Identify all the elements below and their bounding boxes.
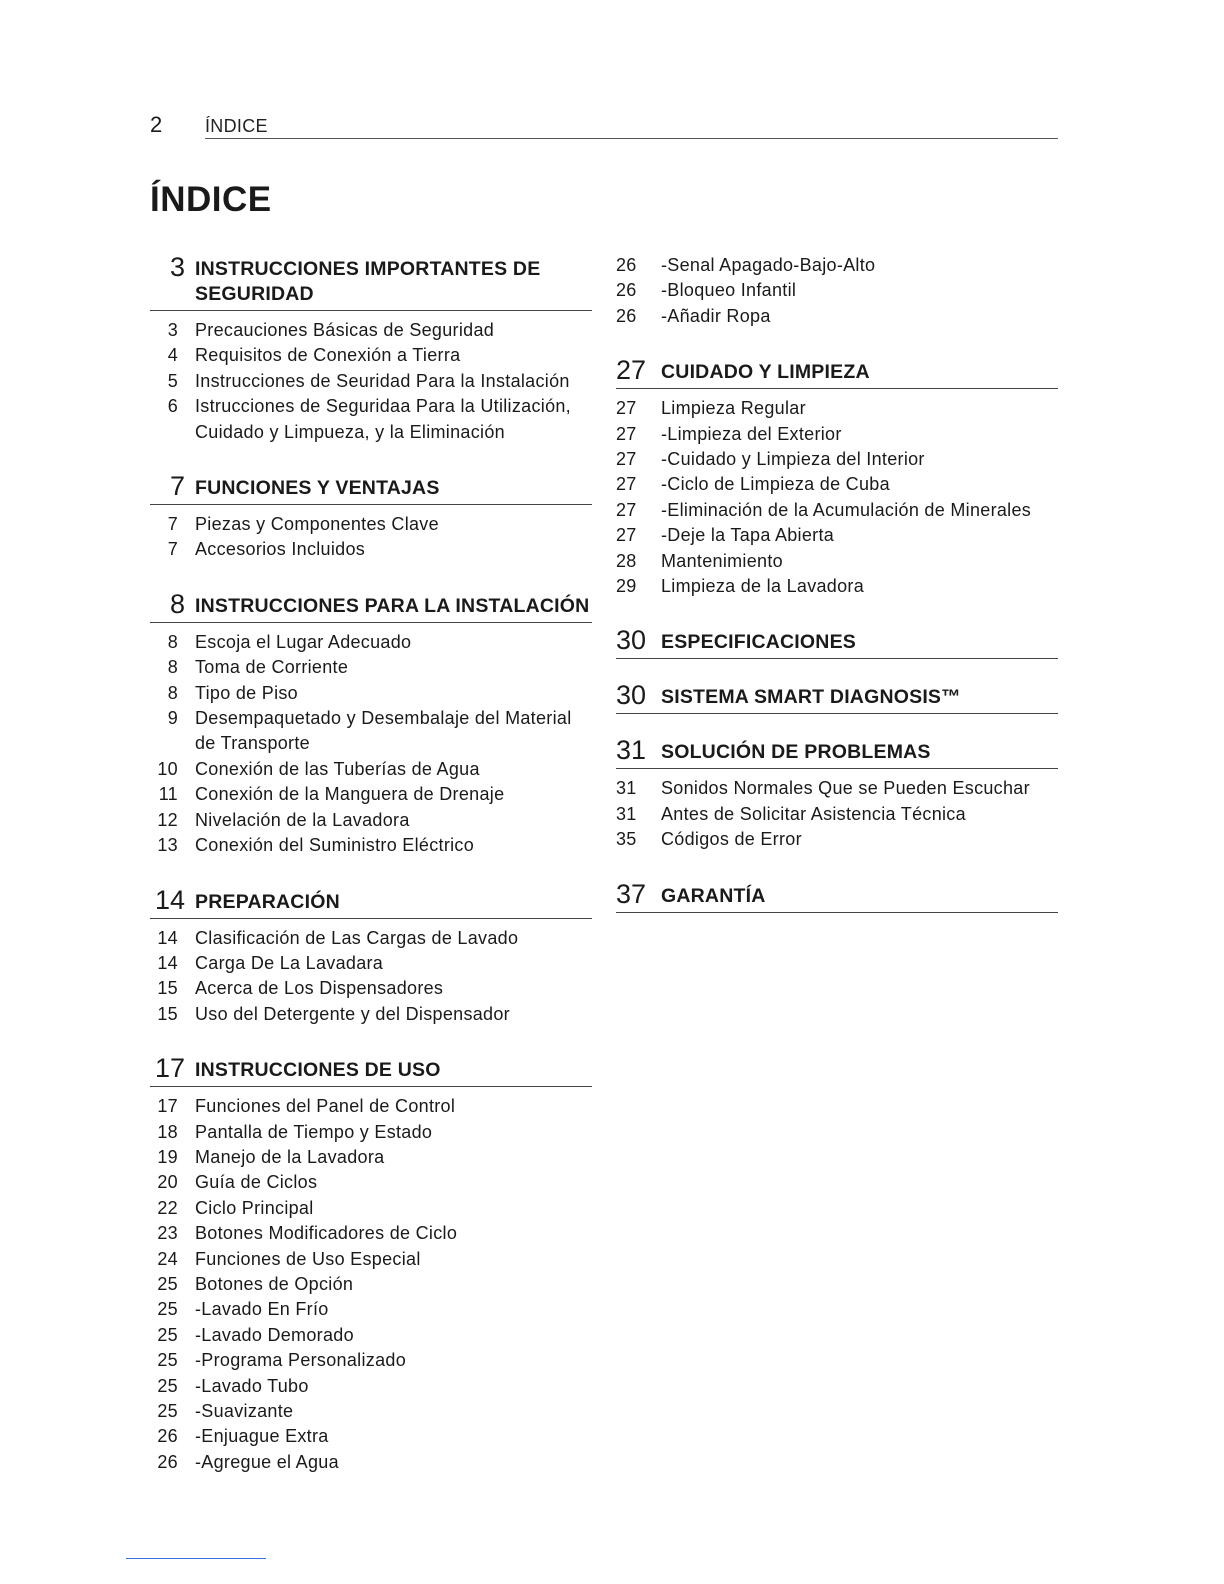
toc-entry-page: 31 bbox=[616, 778, 637, 799]
toc-entry-label: Nivelación de la Lavadora bbox=[195, 809, 410, 830]
toc-section-sistema-smart-diagnosis bbox=[616, 681, 1058, 714]
toc-continuation bbox=[616, 253, 1058, 329]
toc-entry[interactable] bbox=[150, 782, 592, 807]
toc-entry[interactable] bbox=[150, 1094, 592, 1119]
toc-section-especificaciones bbox=[616, 626, 1058, 659]
page-number: 2 bbox=[150, 112, 163, 137]
toc-entry-page: 15 bbox=[157, 978, 178, 999]
running-header-title: ÍNDICE bbox=[205, 116, 268, 136]
toc-entry-label: Escoja el Lugar Adecuado bbox=[195, 631, 412, 652]
toc-entry-page: 14 bbox=[157, 952, 178, 973]
toc-entry[interactable] bbox=[616, 523, 1058, 548]
toc-entry-label: Requisitos de Conexión a Tierra bbox=[195, 345, 461, 366]
toc-entry-page: 27 bbox=[616, 449, 637, 470]
toc-entry-page: 26 bbox=[616, 280, 637, 301]
toc-section-heading[interactable] bbox=[616, 880, 1058, 913]
toc-section-heading[interactable] bbox=[616, 681, 1058, 714]
toc-entry-label: Conexión del Suministro Eléctrico bbox=[195, 835, 475, 856]
toc-entry-label: Limpieza Regular bbox=[661, 398, 806, 419]
toc-entry-page: 27 bbox=[616, 398, 637, 419]
toc-section-heading[interactable] bbox=[616, 736, 1058, 769]
section-page-number: 30 bbox=[616, 625, 647, 656]
toc-entry-label: Limpieza de la Lavadora bbox=[661, 576, 865, 597]
toc-entry[interactable] bbox=[616, 802, 1058, 827]
toc-entry-label: Instrucciones de Seuridad Para la Instalación bbox=[195, 370, 570, 391]
toc-section-heading[interactable] bbox=[150, 1054, 592, 1087]
toc-entry-page: 27 bbox=[616, 525, 637, 546]
toc-entry[interactable] bbox=[150, 1221, 592, 1246]
toc-entry-label: -Bloqueo Infantil bbox=[661, 280, 797, 301]
toc-entry[interactable] bbox=[150, 1297, 592, 1322]
toc-entry-page: 29 bbox=[616, 576, 637, 597]
section-page-number: 8 bbox=[169, 588, 185, 619]
toc-entry-label: Conexión de la Manguera de Drenaje bbox=[195, 784, 505, 805]
toc-entry-page: 26 bbox=[616, 255, 637, 275]
toc-entry[interactable] bbox=[616, 396, 1058, 421]
section-page-number: 30 bbox=[616, 680, 647, 711]
section-title: SISTEMA SMART DIAGNOSIS™ bbox=[661, 686, 961, 709]
toc-entry-label: -Suavizante bbox=[195, 1401, 294, 1421]
toc-entry-label: Acerca de Los Dispensadores bbox=[195, 978, 444, 999]
toc-section-solucion-de-problemas bbox=[616, 736, 1058, 852]
toc-entry[interactable] bbox=[616, 549, 1058, 574]
toc-entry-page: 8 bbox=[167, 682, 178, 703]
toc-entry-label: Botones de Opción bbox=[195, 1273, 354, 1294]
toc-entry[interactable] bbox=[150, 1323, 592, 1348]
toc-entry[interactable] bbox=[150, 1450, 592, 1475]
toc-section-garantia bbox=[616, 880, 1058, 913]
toc-entry-label: Toma de Corriente bbox=[195, 657, 349, 678]
toc-entry[interactable] bbox=[616, 498, 1058, 523]
toc-section-instrucciones-importantes-de-seguridad bbox=[150, 253, 592, 445]
toc-entry[interactable] bbox=[150, 976, 592, 1001]
toc-entry-label: Mantenimiento bbox=[661, 550, 783, 571]
toc-entry-label: Códigos de Error bbox=[661, 829, 802, 850]
toc-section-funciones-y-ventajas bbox=[150, 472, 592, 563]
toc-entry-page: 25 bbox=[157, 1350, 178, 1371]
toc-entry[interactable] bbox=[150, 512, 592, 537]
toc-entry-label: -Lavado Demorado bbox=[195, 1324, 354, 1345]
toc-entry-label: Carga De La Lavadara bbox=[195, 952, 384, 973]
toc-entry[interactable] bbox=[150, 951, 592, 976]
toc-entry-page: 8 bbox=[167, 657, 178, 678]
toc-entry[interactable] bbox=[150, 655, 592, 680]
toc-entry[interactable] bbox=[150, 833, 592, 858]
toc-entry-page: 10 bbox=[157, 758, 178, 779]
toc-entry[interactable] bbox=[616, 776, 1058, 801]
toc-entry[interactable] bbox=[150, 1170, 592, 1195]
toc-entry-label: Desempaquetado y Desembalaje del Material de Transporte bbox=[195, 708, 572, 754]
toc-entry-label: -Lavado En Frío bbox=[195, 1299, 329, 1320]
toc-entry-page: 25 bbox=[157, 1401, 178, 1421]
toc-entry-page: 26 bbox=[616, 305, 637, 326]
toc-entry[interactable] bbox=[616, 253, 1058, 278]
toc-entry-page: 26 bbox=[157, 1451, 178, 1472]
toc-entry-page: 22 bbox=[157, 1197, 178, 1218]
toc-entry-page: 20 bbox=[157, 1172, 178, 1193]
footer-link-line bbox=[126, 1558, 266, 1559]
section-title: SOLUCIÓN DE PROBLEMAS bbox=[661, 741, 931, 764]
section-page-number: 37 bbox=[616, 878, 647, 909]
toc-entry-label: Funciones de Uso Especial bbox=[195, 1248, 421, 1269]
section-title: INSTRUCCIONES IMPORTANTES DE SEGURIDAD bbox=[195, 258, 541, 305]
toc-entry-page: 12 bbox=[157, 809, 178, 830]
toc-entry-label: -Deje la Tapa Abierta bbox=[661, 525, 835, 546]
toc-entry-label: Uso del Detergente y del Dispensador bbox=[195, 1003, 510, 1024]
toc-entry-page: 5 bbox=[167, 370, 178, 391]
toc-entry[interactable] bbox=[150, 757, 592, 782]
toc-entry-label: -Senal Apagado-Bajo-Alto bbox=[661, 255, 876, 275]
toc-section-heading[interactable] bbox=[150, 472, 592, 505]
toc-entry[interactable] bbox=[150, 1424, 592, 1449]
toc-entry[interactable] bbox=[616, 447, 1058, 472]
toc-entry-label: Accesorios Incluidos bbox=[195, 539, 366, 560]
toc-entry[interactable] bbox=[150, 1272, 592, 1297]
toc-entry-page: 13 bbox=[157, 835, 178, 856]
toc-entry-label: Botones Modificadores de Ciclo bbox=[195, 1223, 458, 1244]
toc-entry-label: -Lavado Tubo bbox=[195, 1375, 309, 1396]
toc-entry-page: 26 bbox=[157, 1426, 178, 1447]
toc-entry[interactable] bbox=[150, 1399, 592, 1424]
toc-section-heading[interactable] bbox=[150, 590, 592, 623]
toc-entry-label: Manejo de la Lavadora bbox=[195, 1146, 385, 1167]
section-page-number: 7 bbox=[169, 471, 185, 502]
toc-entry-label: Tipo de Piso bbox=[195, 682, 298, 703]
toc-entry-label: Piezas y Componentes Clave bbox=[195, 514, 439, 535]
toc-entry[interactable] bbox=[150, 369, 592, 394]
toc-entry-page: 28 bbox=[616, 550, 637, 571]
toc-section-heading[interactable] bbox=[150, 253, 592, 311]
toc-entry[interactable] bbox=[150, 926, 592, 951]
toc-entry-page: 17 bbox=[157, 1096, 178, 1117]
toc-entry-page: 7 bbox=[167, 539, 178, 560]
toc-entry-page: 31 bbox=[616, 803, 637, 824]
toc-entry-page: 19 bbox=[157, 1146, 178, 1167]
toc-entry-label: -Limpieza del Exterior bbox=[661, 423, 842, 444]
toc-entry-label: Antes de Solicitar Asistencia Técnica bbox=[661, 803, 966, 824]
toc-entry[interactable] bbox=[150, 1120, 592, 1145]
toc-entry-label: Pantalla de Tiempo y Estado bbox=[195, 1121, 433, 1142]
toc-entry[interactable] bbox=[150, 1196, 592, 1221]
toc-entry[interactable] bbox=[150, 318, 592, 343]
section-page-number: 17 bbox=[154, 1053, 185, 1084]
section-page-number: 31 bbox=[616, 735, 647, 766]
page-header bbox=[150, 112, 1058, 142]
toc-entry[interactable] bbox=[150, 808, 592, 833]
toc-entry-page: 27 bbox=[616, 499, 637, 520]
toc-section-preparacion bbox=[150, 886, 592, 1028]
toc-entry[interactable] bbox=[616, 422, 1058, 447]
toc-entry-label: -Eliminación de la Acumulación de Minerales bbox=[661, 499, 1032, 520]
page-title: ÍNDICE bbox=[150, 180, 272, 219]
toc-entry-page: 6 bbox=[167, 396, 178, 417]
toc-entry[interactable] bbox=[150, 630, 592, 655]
toc-section-instrucciones-de-uso bbox=[150, 1054, 592, 1475]
section-title: INSTRUCCIONES PARA LA INSTALACIÓN bbox=[195, 594, 590, 617]
toc-entry[interactable] bbox=[150, 394, 592, 445]
toc-entry-page: 14 bbox=[157, 927, 178, 948]
toc-entry[interactable] bbox=[150, 1374, 592, 1399]
toc-entry[interactable] bbox=[150, 1247, 592, 1272]
toc-entry-label: Ciclo Principal bbox=[195, 1197, 314, 1218]
toc-section-heading[interactable] bbox=[150, 886, 592, 919]
toc-entry-label: -Enjuague Extra bbox=[195, 1426, 329, 1447]
toc-entry-page: 25 bbox=[157, 1375, 178, 1396]
section-title: PREPARACIÓN bbox=[195, 890, 340, 913]
toc-entry[interactable] bbox=[616, 278, 1058, 303]
section-page-number: 27 bbox=[616, 355, 647, 386]
toc-entry-label: Precauciones Básicas de Seguridad bbox=[195, 320, 495, 340]
toc-entry-label: -Añadir Ropa bbox=[661, 305, 771, 326]
toc-entry[interactable] bbox=[150, 537, 592, 562]
section-page-number: 3 bbox=[169, 252, 185, 282]
toc-entry-page: 11 bbox=[158, 784, 178, 805]
toc-entry-label: Clasificación de Las Cargas de Lavado bbox=[195, 927, 519, 948]
toc-entry-label: Guía de Ciclos bbox=[195, 1172, 318, 1193]
toc-entry-page: 18 bbox=[157, 1121, 178, 1142]
toc-entry[interactable] bbox=[150, 343, 592, 368]
section-title: GARANTÍA bbox=[661, 884, 766, 907]
toc-entry-page: 3 bbox=[167, 320, 178, 340]
toc-section-cuidado-y-limpieza bbox=[616, 356, 1058, 599]
toc-section-instrucciones-para-la-instalacion bbox=[150, 590, 592, 859]
section-title: ESPECIFICACIONES bbox=[661, 631, 856, 654]
toc-entry-page: 4 bbox=[167, 345, 178, 366]
toc-entry-label: -Agregue el Agua bbox=[195, 1451, 339, 1472]
toc-entry-page: 23 bbox=[157, 1223, 178, 1244]
section-title: CUIDADO Y LIMPIEZA bbox=[661, 361, 870, 384]
toc-entry-page: 9 bbox=[167, 708, 178, 729]
toc-entry-label: -Cuidado y Limpieza del Interior bbox=[661, 449, 925, 470]
toc-section-heading[interactable] bbox=[616, 356, 1058, 389]
toc-entry-page: 35 bbox=[616, 829, 637, 850]
toc-entry-label: Sonidos Normales Que se Pueden Escuchar bbox=[661, 778, 1030, 799]
toc-section-heading[interactable] bbox=[616, 626, 1058, 659]
toc-entry[interactable] bbox=[150, 681, 592, 706]
toc-entry[interactable] bbox=[150, 1145, 592, 1170]
toc-entry-label: -Programa Personalizado bbox=[195, 1350, 406, 1371]
toc-entry-label: Funciones del Panel de Control bbox=[195, 1096, 456, 1117]
toc-entry[interactable] bbox=[150, 1002, 592, 1027]
toc-entry-page: 27 bbox=[616, 423, 637, 444]
toc-entry-page: 8 bbox=[167, 631, 178, 652]
toc-right-column bbox=[616, 253, 1058, 935]
toc-entry-label: Istrucciones de Seguridaa Para la Utilización, Cuidado y Limpueza, y la Eliminación bbox=[195, 396, 571, 442]
section-page-number: 14 bbox=[154, 884, 185, 915]
toc-entry[interactable] bbox=[150, 1348, 592, 1373]
toc-entry[interactable] bbox=[616, 304, 1058, 329]
toc-entry[interactable] bbox=[150, 706, 592, 757]
toc-entry[interactable] bbox=[616, 827, 1058, 852]
toc-entry-page: 25 bbox=[157, 1324, 178, 1345]
toc-entry-page: 7 bbox=[167, 514, 178, 535]
header-rule bbox=[205, 138, 1058, 139]
toc-entry-label: -Ciclo de Limpieza de Cuba bbox=[661, 474, 890, 495]
toc-entry-label: Conexión de las Tuberías de Agua bbox=[195, 758, 480, 779]
toc-entry-page: 27 bbox=[616, 474, 637, 495]
toc-left-column bbox=[150, 253, 592, 1502]
toc-entry-page: 24 bbox=[157, 1248, 178, 1269]
toc-entry[interactable] bbox=[616, 472, 1058, 497]
section-title: FUNCIONES Y VENTAJAS bbox=[195, 477, 440, 500]
toc-entry[interactable] bbox=[616, 574, 1058, 599]
toc-entry-page: 25 bbox=[157, 1273, 178, 1294]
toc-entry-page: 15 bbox=[157, 1003, 178, 1024]
section-title: INSTRUCCIONES DE USO bbox=[195, 1059, 441, 1082]
toc-entry-page: 25 bbox=[157, 1299, 178, 1320]
